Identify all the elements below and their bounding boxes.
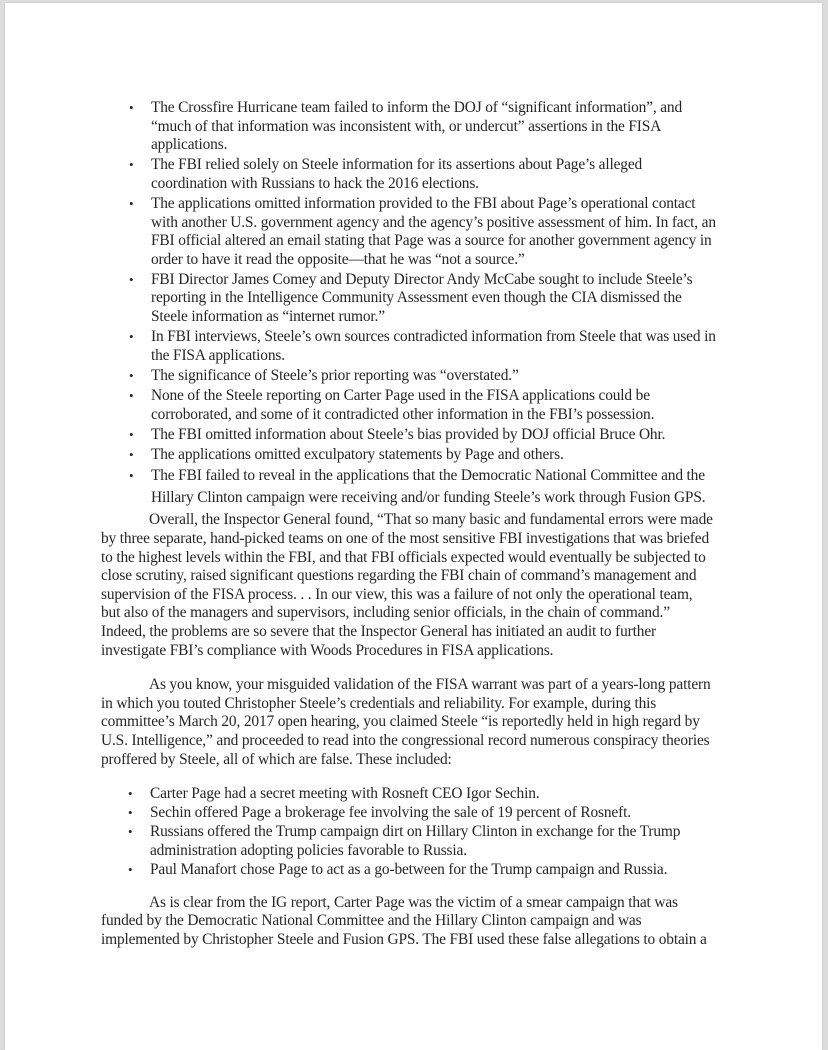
list-item-text: with another U.S. government agency and the agency’s positive assessment of him. In fact, an [151,213,716,231]
list-item-text: the FISA applications. [151,346,285,364]
bullet-icon: • [128,805,133,821]
paragraph-line: investigate FBI’s compliance with Woods Procedures in FISA applications. [101,641,554,659]
list-item-text: FBI official altered an email stating that Page was a source for another government agency in [151,232,712,250]
bullet-icon: • [129,157,134,173]
paragraph-line: As you know, your misguided validation of the FISA warrant was part of a years-long pattern [149,676,711,694]
paragraph-line: to the highest levels within the FBI, and that FBI officials expected would eventually be subjected to [101,548,706,566]
list-item [101,99,741,155]
paragraph-line: Indeed, the problems are so severe that the Inspector General has initiated an audit to further [101,623,656,641]
paragraph-validation [101,676,741,769]
list-item-text: The significance of Steele’s prior reporting was “overstated.” [151,366,519,384]
bullet-icon: • [129,329,134,345]
list-item [101,446,741,465]
list-item [101,271,741,327]
fbi-findings-list [101,99,741,507]
list-item-text: “much of that information was inconsistent with, or undercut” assertions in the FISA [151,117,662,135]
bullet-icon: • [129,271,134,287]
list-item-text: The FBI relied solely on Steele information for its assertions about Page’s alleged [151,156,643,174]
list-item [101,367,741,386]
list-item [101,861,741,880]
bullet-icon: • [129,387,134,403]
list-item-text: Russians offered the Trump campaign dirt on Hillary Clinton in exchange for the Trump [150,823,681,841]
bullet-icon: • [129,426,134,442]
paragraph-line: Overall, the Inspector General found, “That so many basic and fundamental errors were made [149,511,713,529]
list-item-text: None of the Steele reporting on Carter Page used in the FISA applications could be [151,386,650,404]
paragraph-line: U.S. Intelligence,” and proceeded to read into the congressional record numerous conspiracy theories [101,732,710,749]
list-item [101,804,741,823]
paragraph-line: supervision of the FISA process. . . In our view, this was a failure of not only the operational team, [101,585,693,603]
list-item-text: reporting in the Intelligence Community Assessment even though the CIA dismissed the [151,289,682,307]
paragraph-line: proffered by Steele, all of which are false. These included: [101,750,452,768]
bullet-icon: • [128,824,133,840]
list-item [101,426,741,445]
list-item-text: Sechin offered Page a brokerage fee involving the sale of 19 percent of Rosneft. [150,804,631,822]
list-item-text: Steele information as “internet rumor.” [151,308,385,326]
list-item [101,156,741,193]
document-page [5,3,822,1050]
paragraph-line: implemented by Christopher Steele and Fusion GPS. The FBI used these false allegations to obtain a [101,930,707,948]
list-item-text: administration adopting policies favorable to Russia. [150,841,467,859]
list-item [101,328,741,365]
list-item [101,467,741,507]
list-item [101,195,741,269]
bullet-icon: • [129,100,134,115]
list-item-text: In FBI interviews, Steele’s own sources contradicted information from Steele that was used in [151,328,716,346]
list-item-text: corroborated, and some of it contradicted other information in the FBI’s possession. [151,405,655,423]
paragraph-ig-finding [101,511,741,660]
list-item [101,387,741,424]
bullet-icon: • [129,195,134,211]
list-item-text: The FBI failed to reveal in the applications that the Democratic National Committee and the [151,467,705,485]
list-item-text: coordination with Russians to hack the 2016 elections. [151,174,479,192]
bullet-icon: • [129,468,134,484]
list-item [101,785,741,804]
paragraph-line: funded by the Democratic National Committee and the Hillary Clinton campaign and was [101,912,642,930]
bullet-icon: • [129,367,134,383]
paragraph-line: committee’s March 20, 2017 open hearing, you claimed Steele “is reportedly held in high regard by [101,713,700,731]
list-item [101,823,741,860]
bullet-icon: • [128,862,133,878]
document-body [101,99,741,949]
paragraph-line: in which you touted Christopher Steele’s credentials and reliability. For example, during this [101,694,657,712]
list-item-text: Carter Page had a secret meeting with Rosneft CEO Igor Sechin. [150,785,540,803]
list-item-text: FBI Director James Comey and Deputy Director Andy McCabe sought to include Steele’s [151,270,693,288]
paragraph-line: by three separate, hand-picked teams on one of the most sensitive FBI investigations that was briefed [101,530,710,548]
bullet-icon: • [129,446,134,462]
list-item-text: The FBI omitted information about Steele’s bias provided by DOJ official Bruce Ohr. [151,425,666,443]
list-item-text: Hillary Clinton campaign were receiving and/or funding Steele’s work through Fusion GPS. [151,488,706,506]
bullet-icon: • [128,786,133,802]
list-item-text: The Crossfire Hurricane team failed to inform the DOJ of “significant information”, and [151,99,683,116]
conspiracy-theories-list [101,785,741,879]
list-item-text: The applications omitted exculpatory statements by Page and others. [151,445,564,463]
paragraph-line: As is clear from the IG report, Carter Page was the victim of a smear campaign that was [149,893,678,911]
paragraph-line: but also of the managers and supervisors, including senior officials, in the chain of command.” [101,604,670,622]
list-item-text: Paul Manafort chose Page to act as a go-between for the Trump campaign and Russia. [150,861,668,879]
paragraph-conclusion [101,894,741,950]
paragraph-line: close scrutiny, raised significant questions regarding the FBI chain of command’s management and [101,567,697,585]
list-item-text: applications. [151,136,228,154]
list-item-text: order to have it read the opposite—that he was “not a source.” [151,250,525,268]
list-item-text: The applications omitted information provided to the FBI about Page’s operational contact [151,194,696,212]
